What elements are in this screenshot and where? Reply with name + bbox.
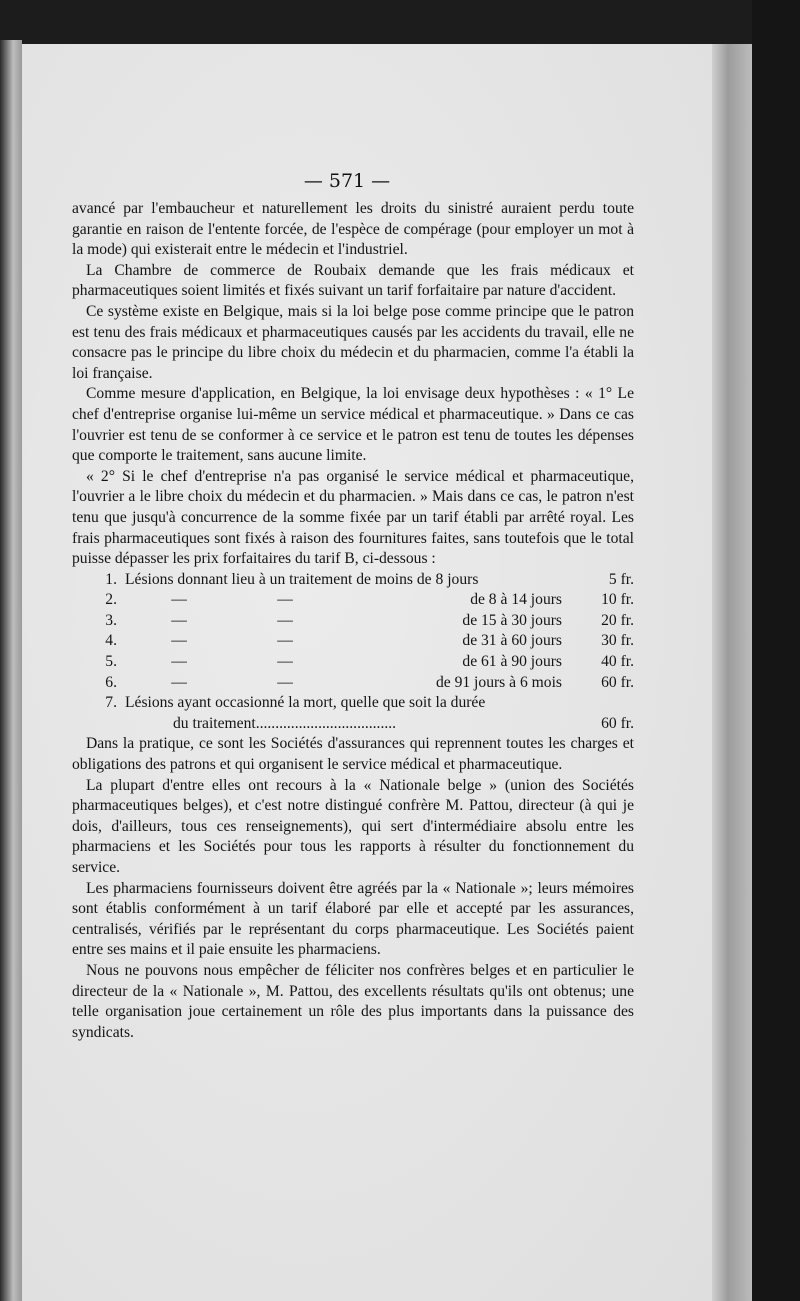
page-edge-stack — [712, 44, 752, 1301]
paragraph: Les pharmaciens fournisseurs doivent être agréés par la « Nationale »; leurs mémoires sont établis conformément à un tarif élaboré par elle et accepté par les assurances, centralisés, vérifiés par le représentant du corps pharmaceutique. Les Sociétés paient entre ses mains et il paie ensuite les pharmaciens. — [72, 879, 634, 959]
tariff-amount: 5 fr. — [608, 570, 634, 588]
ditto-mark: — — [171, 632, 187, 650]
tariff-amount: 60 fr. — [601, 673, 634, 691]
tariff-row — [72, 693, 634, 714]
paragraph: Ce système existe en Belgique, mais si la loi belge pose comme principe que le patron est tenu des frais médicaux et pharmaceutiques causés par les accidents du travail, elle ne consacre pas le principe du libre choix du médecin et du pharmacien, comme l'a établi la loi française. — [72, 302, 634, 382]
body-text — [72, 199, 634, 1043]
tariff-amount: 20 fr. — [601, 611, 634, 629]
tariff-row — [72, 714, 634, 735]
paragraphs-before — [72, 199, 634, 570]
tariff-duration: de 15 à 30 jours — [462, 611, 562, 629]
paragraph: Dans la pratique, ce sont les Sociétés d'assurances qui reprennent toutes les charges et obligations des patrons et qui organisent le service médical et pharmaceutique. — [72, 735, 634, 774]
tariff-amount: 30 fr. — [601, 632, 634, 650]
ditto-mark: — — [171, 653, 187, 671]
tariff-number: 2. — [105, 591, 117, 609]
tariff-duration: de 91 jours à 6 mois — [435, 673, 562, 691]
tariff-duration: de 61 à 90 jours — [462, 653, 562, 671]
tariff-number: 1. — [105, 570, 117, 588]
paragraphs-after — [72, 734, 634, 1043]
paragraph: La Chambre de commerce de Roubaix demande que les frais médicaux et pharmaceutiques soient limités et fixés suivant un tarif forfaitaire par nature d'accident. — [72, 261, 634, 300]
tariff-row — [72, 631, 634, 652]
tariff-duration: de 8 à 14 jours — [470, 591, 562, 609]
tariff-description: Lésions donnant lieu à un traitement de moins de 8 jours — [125, 570, 479, 588]
tariff-row — [72, 590, 634, 611]
tariff-duration: de 31 à 60 jours — [462, 632, 562, 650]
ditto-mark: — — [277, 632, 293, 650]
scan-background — [752, 0, 800, 1301]
tariff-amount: 10 fr. — [601, 591, 634, 609]
tariff-row — [72, 611, 634, 632]
tariff-number: 6. — [105, 673, 117, 691]
tariff-description: Lésions ayant occasionné la mort, quelle que soit la durée — [125, 694, 486, 712]
facing-page-edge — [0, 40, 22, 1301]
tariff-row — [72, 652, 634, 673]
tariff-number: 7. — [105, 694, 117, 712]
paragraph: « 2° Si le chef d'entreprise n'a pas organisé le service médical et pharmaceutique, l'ouvrier a le libre choix du médecin et du pharmacien. » Mais dans ce cas, le patron n'est tenu que jusqu'à concurrence de la somme fixée par un tarif établi par arrêté royal. Les frais pharmaceutiques sont fixés à raison des fournitures faites, sans toutefois que le total puisse dépasser les prix forfaitaires du tarif B, ci-dessous : — [72, 467, 634, 568]
ditto-mark: — — [277, 673, 293, 691]
tariff-amount: 40 fr. — [601, 653, 634, 671]
tariff-number: 5. — [105, 653, 117, 671]
tariff-amount: 60 fr. — [601, 714, 634, 732]
ditto-mark: — — [277, 611, 293, 629]
ditto-mark: — — [277, 653, 293, 671]
book-page — [22, 44, 722, 1301]
ditto-mark: — — [277, 591, 293, 609]
tariff-number: 4. — [105, 632, 117, 650]
ditto-mark: — — [171, 611, 187, 629]
ditto-mark: — — [171, 673, 187, 691]
paragraph: Comme mesure d'application, en Belgique, la loi envisage deux hypothèses : « 1° Le chef d'entreprise organise lui-même un service médical et pharmaceutique. » Dans ce cas l'ouvrier est tenu de se conformer à ce service et le patron est tenu de toutes les dépenses que comporte le traitement, sans aucune limite. — [72, 385, 634, 465]
ditto-mark: — — [171, 591, 187, 609]
paragraph: avancé par l'embaucheur et naturellement les droits du sinistré auraient perdu toute garantie en raison de l'entente forcée, de l'espèce de compérage (pour employer un mot à la mode) qui existerait entre le médecin et l'industriel. — [72, 200, 634, 259]
tariff-continuation: du traitement.................................... — [173, 714, 397, 732]
paragraph: Nous ne pouvons nous empêcher de féliciter nos confrères belges et en particulier le directeur de la « Nationale », M. Pattou, des excellents résultats qu'ils ont obtenus; une telle organisation joue certainement un rôle des plus importants dans la puissance des syndicats. — [72, 961, 634, 1041]
page-number: — 571 — — [303, 170, 391, 192]
tariff-row — [72, 570, 634, 591]
tariff-row — [72, 673, 634, 694]
tariff-table — [72, 570, 634, 735]
tariff-number: 3. — [105, 611, 117, 629]
paragraph: La plupart d'entre elles ont recours à la « Nationale belge » (union des Sociétés pharmaceutiques belges), et c'est notre distingué confrère M. Pattou, directeur (à qui je dois, d'ailleurs, tous ces renseignements), qui sert d'intermédiaire absolu entre les pharmaciens et les Sociétés pour tous les rapports à résulter du fonctionnement du service. — [72, 776, 634, 876]
